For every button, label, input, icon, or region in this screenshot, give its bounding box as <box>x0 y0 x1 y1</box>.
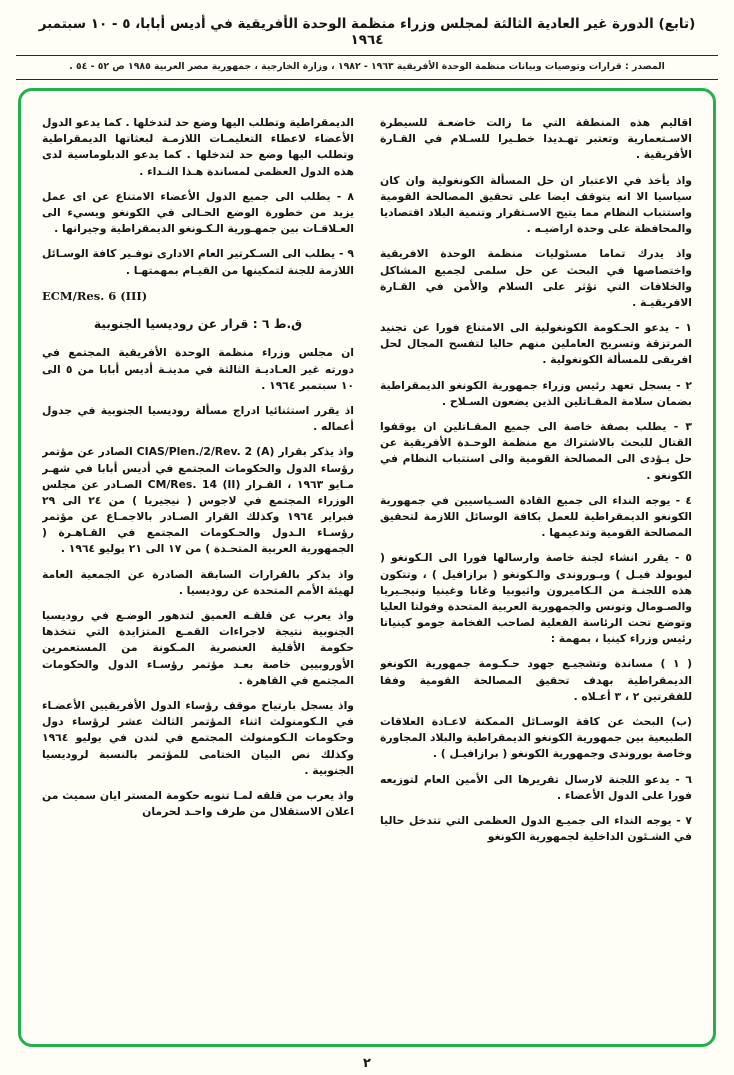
paragraph: واذ يذكر بقرار CIAS/Plen./2/Rev. 2 (A) الصادر عن مؤتمر رؤساء الدول والحكومات المجتمع في أديس أبابا في شهـر مـايو ١٩٦٣ ، القـرار CM/Res. 14 (II) الصـادر عن مجلس الوزراء المجتمع في لاجوس ( نيجيريا ) من ٢٤ الى ٢٩ فبراير ١٩٦٤ وكذلك القرار الصـادر بالاجمـاع عن مؤتمر رؤسـاء الـدول والحـكومات المجتمع في القـاهـرة ( الجمهورية العربية المتحـدة ) من ١٧ الى ٢١ يوليو ١٩٦٤ . <box>42 445 354 556</box>
paragraph: ٥ - يقرر انشاء لجنة خاصة وارسالها فورا الى الـكونغو ( ليوبولد فيـل ) وبـوروندى والـكونغو ( برازافيل ) ، وتتكون هذه اللجنـة من الـكاميرون واثيوبيا وغانا وغينيا ونيجـيريا والصـومال وتونس والجمهورية العربية المتحدة وفولتا العليا وتوضع تحت الرئاسة الفعلية لصاحب الفخامة جومو كينياتا رئيس وزراء كينيا ، بمهمة : <box>380 551 692 646</box>
header-source-line: المصدر : قرارات وتوصيات وبيانات منظمة الوحدة الأفريقية ١٩٦٣ - ١٩٨٢ ، وزارة الخارجية ، جمهورية مصر العربية ١٩٨٥ ص ٥٢ - ٥٤ . <box>69 61 665 72</box>
paragraph: ٩ - يطلب الى السـكرتير العام الادارى توفـير كافة الوسـائل اللازمة للجنة لتمكينها من القيـام بمهمتهـا . <box>42 247 354 277</box>
green-content-frame <box>18 88 716 1047</box>
page-header <box>0 0 734 80</box>
paragraph: واذ يأخذ في الاعتبار ان حل المسألة الكونغولية وان كان سياسيا الا انه يتوقف ايضا على تحقيق المصالحة القومية واستتباب النظام مما يتيح الاسـتقرار وتنمية البلاد اقتصاديا والمحافظة على وحدة اراضيـه . <box>380 173 692 236</box>
paragraph: ٢ - يسجل تعهد رئيس وزراء جمهورية الكونغو الديمقراطية بضمان سلامة المقـاتلين الذين يضعون السـلاح . <box>380 378 692 408</box>
right-column <box>380 115 692 1026</box>
paragraph: واذ يسجل بارتياح موقف رؤساء الدول الأفريقيين الأعضـاء في الـكومنولث اثناء المؤتمر الثالث عشر لرؤساء دول وحكومات الـكومنولث المجتمع في لندن في يوليو ١٩٦٤ وكذلك نص البيان الختامى للمؤتمر بالنسبة لروديسيا الجنوبية . <box>42 698 354 777</box>
paragraph: ان مجلس وزراء منظمة الوحدة الأفريقية المجتمع في دورته غير العـاديـة الثالثة في مدينـة أديس أبابا من ٥ الى ١٠ سبتمبر ١٩٦٤ . <box>42 346 354 392</box>
paragraph: (ب) البحث عن كافة الوسـائل الممكنة لاعـادة العلاقات الطبيعية بين جمهورية الكونغو الديمقراطية والبلاد المجاورة وخاصة بوروندى وجمهورية الكونغو ( برازافيـل ) . <box>380 715 692 761</box>
paragraph: ٣ - يطلب بصفة خاصة الى جميع المقـاتلين ان يوقفوا القتال للبحث بالاشتراك مع منظمة الوحـدة الأفريقية عن حل يـؤدى الى المصالحة القومية والى استتباب النظام في الكونغو . <box>380 420 692 482</box>
paragraph: ٤ - يوجه النداء الى جميع القادة السـياسيين في جمهورية الكونغو الديمقراطية للعمل بكافة الوسائل اللازمة لتحقيق المصالحة القومية وتدعيمها . <box>380 493 692 540</box>
left-column <box>42 115 354 1026</box>
section-heading: ق.ط ٦ : قرار عن روديسيا الجنوبية <box>93 316 303 331</box>
paragraph: ١ - يدعو الحـكومة الكونغولية الى الامتناع فورا عن تجنيد المرتزقة وتسريح العاملين منهم حاليا لتفسح المجال لحل افريقى للمسألة الكونغولية . <box>380 321 692 367</box>
paragraph: ( ١ ) مساندة وتشجيـع جهود حـكـومة جمهورية الكونغو الديمقراطية بهدف تحقيق المصالحة القومية وفقا للفقرتين ٢ ، ٣ أعـلاه . <box>380 657 692 703</box>
paragraph: الديمقراطية وتطلب اليها وضع حد لتدخلها . كما يدعو الدول الأعضاء لاعطاء التعليمـات اللازمـة لبعثاتها الديمقراطية وتطلب اليها وضع حد لتدخلها . كما يدعو الدبلوماسية لدى هذه الدول العظمى لمساندة هـذا النـداء . <box>42 116 354 178</box>
paragraph: ٦ - يدعو اللجنة لارسال تقريرها الى الأمين العام لتوزيعه فورا على الدول الأعضاء . <box>380 772 692 802</box>
paragraph: اذ يقرر استثنائيا ادراج مسألة روديسيا الجنوبية في جدول أعماله . <box>42 403 354 434</box>
paragraph: واذ يدرك تماما مسئوليات منظمة الوحدة الافريقية واختصاصها في البحث عن حل سلمى لجميع المشاكل والخلافات التي تؤثر على السلام والأمن في القـارة الافريقيـة . <box>380 247 692 309</box>
paragraph: ٨ - يطلب الى جميع الدول الأعضاء الامتناع عن اى عمل يزيد من خطورة الوضع الحـالى في الكونغو ويسيء الى العـلاقـات بين جمهـورية الـكـونغو الديمقراطية وجيرانها . <box>42 189 354 236</box>
paragraph: واذ يعرب من قلقه لمـا تنويه حكومة المستر ايان سميث من اعلان الاستقلال من طرف واحـد لحرمان <box>42 788 354 819</box>
page-number: ٢ <box>363 1056 371 1071</box>
paragraph: اقاليم هذه المنطقة التي ما زالت خاضعـة للسيطرة الاسـتعمارية وتعتبر تهـديدا خطـيرا للسـلام في القـارة الأفريقية . <box>380 116 692 162</box>
paragraph: ٧ - يوجه النداء الى جميـع الدول العظمى التي تتدخل حاليا في الشـئون الداخلية لجمهورية الكونغو <box>380 813 692 844</box>
resolution-reference: ECM/Res. 6 (III) <box>42 288 148 303</box>
two-column-layout <box>42 115 692 1026</box>
paragraph: واذ يذكر بالقرارات السابقة الصادرة عن الجمعية العامة لهيئة الأمم المتحدة عن روديسيا . <box>42 567 354 597</box>
header-rule-top <box>16 55 718 56</box>
header-title: (تابع) الدورة غير العادية الثالثة لمجلس وزراء منظمة الوحدة الأفريقية في أديس أبابا، ٥ - ١٠ سبتمبر ١٩٦٤ <box>38 16 696 48</box>
header-rule-bottom <box>16 79 718 80</box>
paragraph: واذ يعرب عن قلقـه العميق لتدهور الوضـع في روديسيا الجنوبية نتيجة لاجراءات القمـع المتزايدة التي تتخذها حكومة الأقلية العنصرية المـكونة من المستعمرين الأوروبيين خاصة بعـد مؤتمر رؤسـاء الدول والحكومات المجتمع في القاهرة . <box>42 609 354 687</box>
